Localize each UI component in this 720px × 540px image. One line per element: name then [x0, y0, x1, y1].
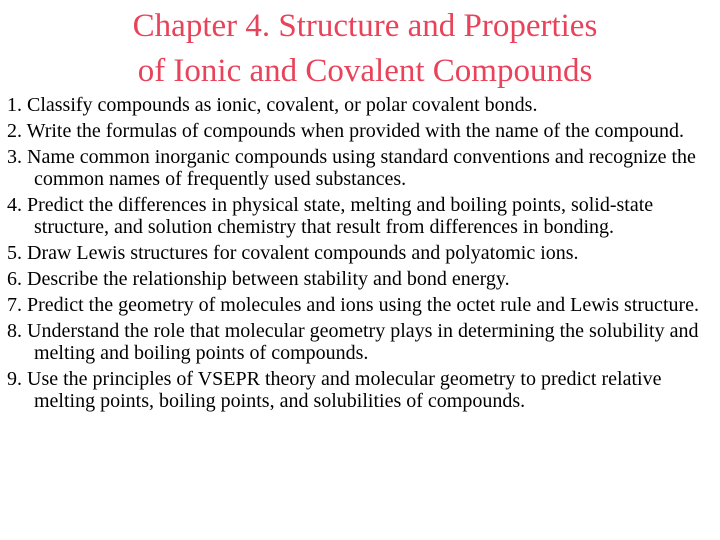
objective-item-4: 4. Predict the differences in physical state, melting and boiling points, solid-state structure, and solution chemistry that result from differences in bonding.	[7, 194, 654, 238]
objectives-list	[7, 94, 715, 416]
slide-title-line-2: of Ionic and Covalent Compounds	[137, 53, 593, 89]
slide-title	[0, 4, 720, 94]
objective-item-6: 6. Describe the relationship between stability and bond energy.	[7, 268, 510, 290]
slide-title-line-1: Chapter 4. Structure and Properties	[132, 8, 598, 44]
objective-item-9: 9. Use the principles of VSEPR theory and molecular geometry to predict relative melting points, boiling points, and solubilities of compounds.	[7, 368, 662, 412]
objective-item-5: 5. Draw Lewis structures for covalent compounds and polyatomic ions.	[7, 242, 579, 264]
objective-item-1: 1. Classify compounds as ionic, covalent, or polar covalent bonds.	[7, 94, 538, 116]
objective-item-8: 8. Understand the role that molecular geometry plays in determining the solubility and melting and boiling points of compounds.	[7, 320, 699, 364]
objective-item-2: 2. Write the formulas of compounds when provided with the name of the compound.	[7, 120, 685, 142]
objective-item-3: 3. Name common inorganic compounds using standard conventions and recognize the common names of frequently used substances.	[7, 146, 696, 190]
objective-item-7: 7. Predict the geometry of molecules and ions using the octet rule and Lewis structure.	[7, 294, 700, 316]
